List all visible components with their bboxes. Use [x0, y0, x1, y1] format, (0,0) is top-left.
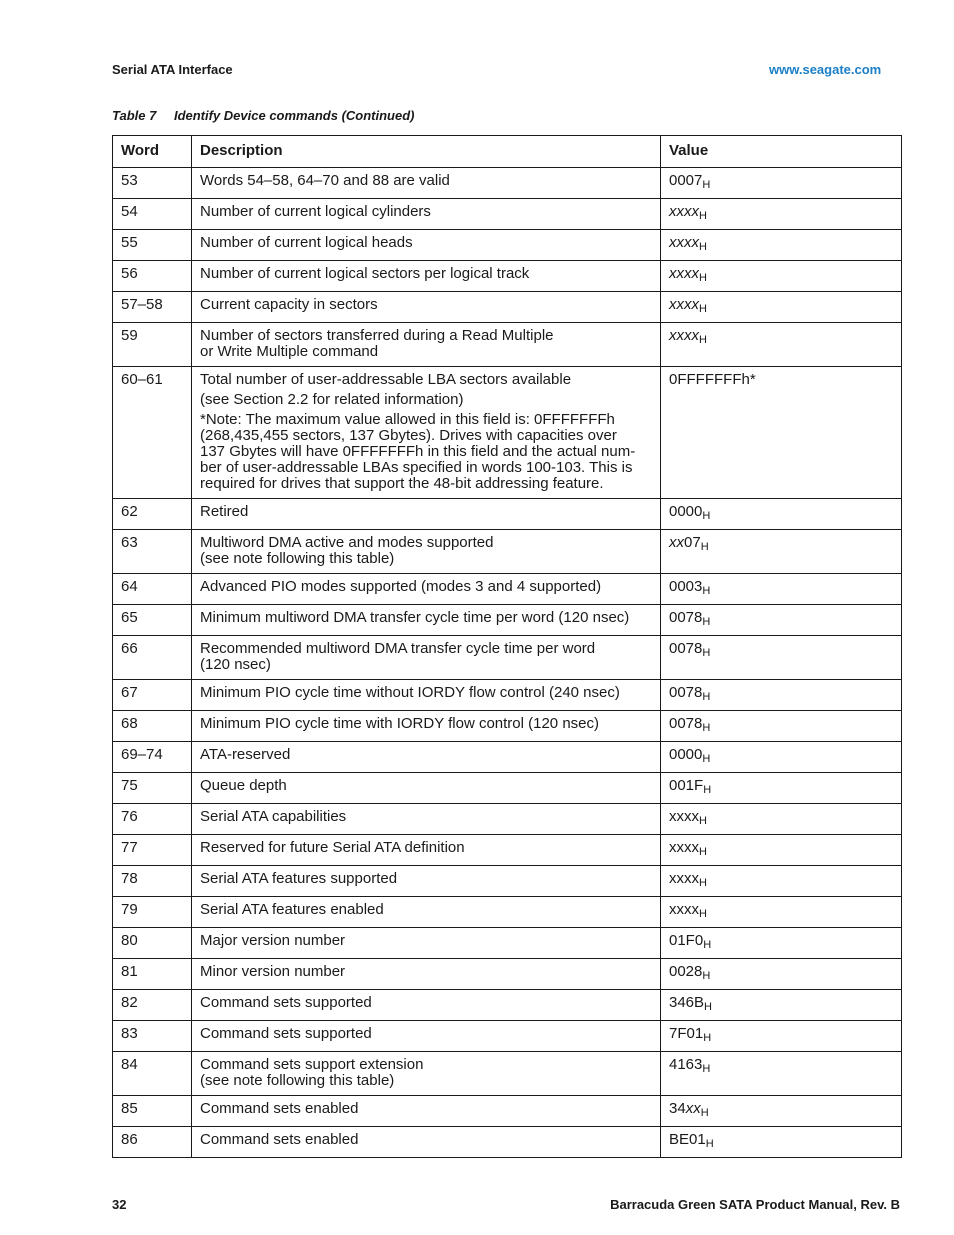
value-text: 01F0: [669, 932, 704, 949]
table-body: [113, 168, 902, 1158]
word-cell: 79: [113, 897, 192, 928]
table-row: [113, 959, 902, 990]
table-row: [113, 804, 902, 835]
table-row: [113, 711, 902, 742]
hex-subscript: H: [702, 1063, 711, 1075]
value-text: xx: [685, 1100, 701, 1117]
value-cell: [661, 680, 902, 711]
description-cell: [192, 990, 661, 1021]
description-line: Number of sectors transferred during a Read Multiple: [200, 327, 554, 344]
value-text: 7F01: [669, 1025, 704, 1042]
description-cell: [192, 1096, 661, 1127]
table-row: [113, 1127, 902, 1158]
table-row: [113, 168, 902, 199]
value-text: xxxx: [669, 234, 699, 251]
table-row: [113, 530, 902, 574]
column-header-word: Word: [113, 136, 192, 168]
value-text: 0000: [669, 746, 703, 763]
value-text: 0FFFFFFFh*: [669, 371, 756, 388]
value-cell: [661, 636, 902, 680]
description-cell: [192, 897, 661, 928]
description-cell: [192, 928, 661, 959]
value-cell: [661, 574, 902, 605]
hex-subscript: H: [699, 846, 707, 858]
description-line: (see Section 2.2 for related information): [200, 391, 464, 408]
table-row: [113, 323, 902, 367]
value-cell: [661, 499, 902, 530]
table-row: [113, 499, 902, 530]
description-line: Number of current logical cylinders: [200, 203, 431, 220]
description-paragraph: [200, 372, 652, 388]
value-cell: [661, 168, 902, 199]
word-cell: 84: [113, 1052, 192, 1096]
description-line: (see note following this table): [200, 550, 395, 567]
value-cell: [661, 928, 902, 959]
value-cell: [661, 711, 902, 742]
hex-subscript: H: [702, 722, 711, 734]
value-cell: [661, 292, 902, 323]
description-line: Reserved for future Serial ATA definition: [200, 839, 465, 856]
description-cell: [192, 711, 661, 742]
word-cell: 53: [113, 168, 192, 199]
description-line: Number of current logical sectors per logical track: [200, 265, 530, 282]
table-row: [113, 928, 902, 959]
value-cell: [661, 323, 902, 367]
hex-subscript: H: [702, 510, 711, 522]
description-cell: [192, 530, 661, 574]
table-title: Identify Device commands (Continued): [173, 108, 415, 123]
value-text: 001F: [669, 777, 704, 794]
table-row: [113, 367, 902, 499]
hex-subscript: H: [699, 210, 707, 222]
description-cell: [192, 574, 661, 605]
table-row: [113, 1052, 902, 1096]
header-website-link[interactable]: www.seagate.com: [769, 62, 882, 77]
value-cell: [661, 1021, 902, 1052]
value-cell: [661, 605, 902, 636]
description-line: Command sets enabled: [200, 1131, 359, 1148]
description-line: Current capacity in sectors: [200, 296, 378, 313]
word-cell: 56: [113, 261, 192, 292]
description-paragraph: [200, 392, 652, 408]
description-cell: [192, 636, 661, 680]
value-cell: [661, 866, 902, 897]
description-line: Command sets supported: [200, 994, 372, 1011]
table-row: [113, 261, 902, 292]
word-cell: 54: [113, 199, 192, 230]
word-cell: 69–74: [113, 742, 192, 773]
hex-subscript: H: [699, 241, 707, 253]
hex-subscript: H: [700, 541, 709, 553]
word-cell: 86: [113, 1127, 192, 1158]
value-text: xxxx: [669, 296, 699, 313]
hex-subscript: H: [700, 1107, 709, 1119]
value-text: xxxx: [669, 839, 699, 856]
description-line: required for drives that support the 48-bit addressing feature.: [200, 475, 604, 492]
description-line: Queue depth: [200, 777, 287, 794]
table-row: [113, 199, 902, 230]
value-text: BE01: [669, 1131, 706, 1148]
description-line: Minimum PIO cycle time with IORDY flow control (120 nsec): [200, 715, 600, 732]
description-cell: [192, 261, 661, 292]
table-row: [113, 574, 902, 605]
value-text: 0007: [669, 172, 703, 189]
description-line: Words 54–58, 64–70 and 88 are valid: [200, 172, 450, 189]
hex-subscript: H: [702, 585, 711, 597]
table-row: [113, 1096, 902, 1127]
description-line: Minimum PIO cycle time without IORDY flow control (240 nsec): [200, 684, 620, 701]
description-line: ATA-reserved: [200, 746, 291, 763]
description-line: Command sets enabled: [200, 1100, 359, 1117]
value-text: 0028: [669, 963, 703, 980]
description-line: Command sets supported: [200, 1025, 372, 1042]
value-text: 4163: [669, 1056, 703, 1073]
description-line: Advanced PIO modes supported (modes 3 and 4 supported): [200, 578, 602, 595]
description-line: Serial ATA features enabled: [200, 901, 384, 918]
value-text: xxxx: [669, 203, 699, 220]
value-text: 0078: [669, 684, 703, 701]
value-text: xxxx: [669, 901, 699, 918]
description-cell: [192, 1052, 661, 1096]
hex-subscript: H: [704, 1001, 712, 1013]
description-line: (see note following this table): [200, 1072, 395, 1089]
hex-subscript: H: [703, 939, 712, 951]
table-header-row: [113, 136, 902, 168]
description-cell: [192, 804, 661, 835]
value-text: 0000: [669, 503, 703, 520]
table-row: [113, 292, 902, 323]
header-section-title: Serial ATA Interface: [112, 62, 233, 77]
value-text: 34: [669, 1100, 686, 1117]
description-cell: [192, 199, 661, 230]
hex-subscript: H: [699, 908, 707, 920]
description-line: Major version number: [200, 932, 346, 949]
description-line: Serial ATA features supported: [200, 870, 398, 887]
table-row: [113, 866, 902, 897]
description-line: ber of user-addressable LBAs specified in words 100-103. This is: [200, 459, 633, 476]
value-cell: [661, 742, 902, 773]
description-line: Minor version number: [200, 963, 346, 980]
table-row: [113, 1021, 902, 1052]
hex-subscript: H: [699, 815, 707, 827]
column-header-value: Value: [661, 136, 902, 168]
description-cell: [192, 773, 661, 804]
value-cell: [661, 990, 902, 1021]
footer-document-title: Barracuda Green SATA Product Manual, Rev. B: [610, 1197, 900, 1212]
description-line: Serial ATA capabilities: [200, 808, 347, 825]
description-line: Minimum multiword DMA transfer cycle time per word (120 nsec): [200, 609, 630, 626]
table-row: [113, 636, 902, 680]
word-cell: 62: [113, 499, 192, 530]
description-cell: [192, 323, 661, 367]
description-cell: [192, 959, 661, 990]
word-cell: 78: [113, 866, 192, 897]
description-cell: [192, 367, 661, 499]
identify-device-table: [112, 135, 902, 1158]
word-cell: 55: [113, 230, 192, 261]
value-text: 0003: [669, 578, 703, 595]
description-cell: [192, 499, 661, 530]
description-line: Retired: [200, 503, 249, 520]
hex-subscript: H: [699, 303, 707, 315]
value-text: 0078: [669, 640, 703, 657]
hex-subscript: H: [703, 1032, 712, 1044]
description-cell: [192, 1127, 661, 1158]
table-row: [113, 990, 902, 1021]
word-cell: 65: [113, 605, 192, 636]
word-cell: 67: [113, 680, 192, 711]
hex-subscript: H: [702, 691, 711, 703]
hex-subscript: H: [699, 272, 707, 284]
value-cell: [661, 230, 902, 261]
description-cell: [192, 292, 661, 323]
word-cell: 66: [113, 636, 192, 680]
description-cell: [192, 680, 661, 711]
description-line: *Note: The maximum value allowed in this field is: 0FFFFFFFh: [200, 411, 615, 428]
hex-subscript: H: [699, 877, 707, 889]
description-line: Recommended multiword DMA transfer cycle time per word: [200, 640, 596, 657]
description-cell: [192, 866, 661, 897]
description-cell: [192, 742, 661, 773]
description-line: (120 nsec): [200, 656, 271, 673]
hex-subscript: H: [702, 970, 711, 982]
value-text: xxxx: [669, 808, 699, 825]
description-line: or Write Multiple command: [200, 343, 379, 360]
value-cell: [661, 959, 902, 990]
word-cell: 75: [113, 773, 192, 804]
value-cell: [661, 261, 902, 292]
table-row: [113, 230, 902, 261]
word-cell: 57–58: [113, 292, 192, 323]
description-cell: [192, 230, 661, 261]
word-cell: 76: [113, 804, 192, 835]
description-cell: [192, 605, 661, 636]
word-cell: 77: [113, 835, 192, 866]
word-cell: 64: [113, 574, 192, 605]
value-text: 0078: [669, 715, 703, 732]
table-row: [113, 605, 902, 636]
description-line: Multiword DMA active and modes supported: [200, 534, 494, 551]
value-cell: [661, 835, 902, 866]
word-cell: 59: [113, 323, 192, 367]
footer-page-number: 32: [112, 1197, 127, 1212]
description-line: 137 Gbytes will have 0FFFFFFFh in this field and the actual num-: [200, 443, 636, 460]
description-cell: [192, 168, 661, 199]
table-row: [113, 773, 902, 804]
word-cell: 81: [113, 959, 192, 990]
word-cell: 80: [113, 928, 192, 959]
value-cell: [661, 773, 902, 804]
hex-subscript: H: [705, 1138, 714, 1150]
value-cell: [661, 897, 902, 928]
description-cell: [192, 835, 661, 866]
value-cell: [661, 530, 902, 574]
value-cell: [661, 1096, 902, 1127]
value-text: 07: [684, 534, 701, 551]
hex-subscript: H: [702, 616, 711, 628]
value-cell: [661, 804, 902, 835]
value-text: xx: [669, 534, 684, 551]
value-text: 346B: [669, 994, 705, 1011]
description-line: Command sets support extension: [200, 1056, 424, 1073]
description-line: (268,435,455 sectors, 137 Gbytes). Drives with capacities over: [200, 427, 617, 444]
description-cell: [192, 1021, 661, 1052]
description-line: Total number of user-addressable LBA sectors available: [200, 371, 572, 388]
hex-subscript: H: [703, 784, 712, 796]
value-cell: [661, 199, 902, 230]
word-cell: 83: [113, 1021, 192, 1052]
value-text: 0078: [669, 609, 703, 626]
table-caption: [112, 108, 415, 123]
description-line: Number of current logical heads: [200, 234, 413, 251]
hex-subscript: H: [699, 334, 707, 346]
word-cell: 60–61: [113, 367, 192, 499]
value-cell: [661, 1127, 902, 1158]
hex-subscript: H: [702, 179, 711, 191]
value-cell: [661, 1052, 902, 1096]
value-text: xxxx: [669, 870, 699, 887]
word-cell: 85: [113, 1096, 192, 1127]
table-row: [113, 835, 902, 866]
word-cell: 68: [113, 711, 192, 742]
description-paragraph: [200, 412, 652, 492]
table-row: [113, 742, 902, 773]
hex-subscript: H: [702, 647, 711, 659]
value-text: xxxx: [669, 265, 699, 282]
table-row: [113, 680, 902, 711]
table-number: Table 7: [112, 108, 157, 123]
value-text: xxxx: [669, 327, 699, 344]
value-cell: [661, 367, 902, 499]
hex-subscript: H: [702, 753, 711, 765]
word-cell: 63: [113, 530, 192, 574]
column-header-description: Description: [192, 136, 661, 168]
word-cell: 82: [113, 990, 192, 1021]
table-row: [113, 897, 902, 928]
